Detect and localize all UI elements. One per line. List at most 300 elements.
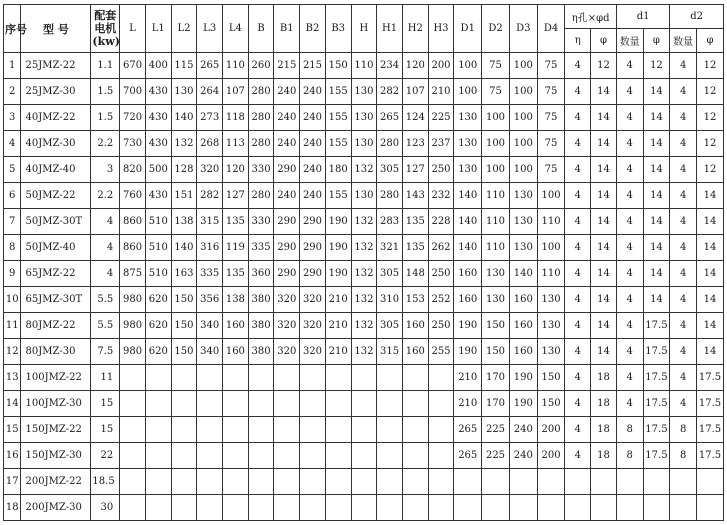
cell-l2: 163	[171, 261, 197, 287]
cell-l2: 150	[171, 287, 197, 313]
cell-holes-count: 4	[565, 365, 591, 391]
cell-d2: 170	[482, 365, 510, 391]
cell-b3	[325, 443, 351, 469]
cell-d2-diameter: 14	[697, 339, 724, 365]
cell-b2: 240	[300, 131, 326, 157]
header-power: 配套电机(kw)	[91, 5, 120, 53]
cell-b1: 290	[274, 235, 300, 261]
cell-model: 50JMZ-40	[21, 235, 91, 261]
cell-d2: 75	[482, 53, 510, 79]
cell-holes-diameter: 14	[591, 235, 617, 261]
cell-d2-diameter: 17.5	[697, 417, 724, 443]
cell-index: 15	[4, 417, 21, 443]
cell-b2	[300, 417, 326, 443]
cell-h: 130	[351, 131, 377, 157]
cell-h3: 252	[428, 287, 454, 313]
cell-holes-count: 4	[565, 53, 591, 79]
cell-l3	[197, 365, 223, 391]
cell-d3: 160	[509, 287, 537, 313]
cell-index: 6	[4, 183, 21, 209]
cell-l3: 268	[197, 131, 223, 157]
header-dim-l1: L1	[145, 5, 171, 53]
cell-model: 50JMZ-30T	[21, 209, 91, 235]
cell-model: 50JMZ-22	[21, 183, 91, 209]
cell-d2: 170	[482, 391, 510, 417]
header-holes-count: η	[565, 29, 591, 53]
cell-power: 1.5	[91, 79, 120, 105]
cell-h3: 262	[428, 235, 454, 261]
cell-l	[120, 391, 146, 417]
cell-l3	[197, 391, 223, 417]
cell-l: 730	[120, 131, 146, 157]
cell-h	[351, 391, 377, 417]
cell-holes-count	[565, 469, 591, 495]
cell-l: 860	[120, 235, 146, 261]
header-dim-b1: B1	[274, 5, 300, 53]
table-row	[4, 209, 724, 235]
cell-b2: 240	[300, 183, 326, 209]
table-row	[4, 391, 724, 417]
cell-d2-diameter: 14	[697, 313, 724, 339]
cell-d2-diameter: 17.5	[697, 365, 724, 391]
cell-d3: 190	[509, 391, 537, 417]
cell-b: 335	[248, 235, 274, 261]
cell-h2: 127	[402, 157, 428, 183]
cell-h1: 282	[377, 79, 403, 105]
cell-model: 40JMZ-30	[21, 131, 91, 157]
header-model: 型 号	[21, 5, 91, 53]
cell-holes-diameter: 18	[591, 417, 617, 443]
cell-b1: 320	[274, 313, 300, 339]
cell-h2	[402, 495, 428, 521]
cell-d4: 75	[537, 79, 565, 105]
cell-d1-count: 4	[616, 131, 643, 157]
cell-d4: 130	[537, 339, 565, 365]
cell-model: 65JMZ-22	[21, 261, 91, 287]
cell-d4: 110	[537, 261, 565, 287]
cell-model: 65JMZ-30T	[21, 287, 91, 313]
cell-h1	[377, 365, 403, 391]
cell-d1: 160	[454, 287, 482, 313]
cell-holes-count: 4	[565, 339, 591, 365]
cell-d1-diameter: 17.5	[643, 443, 670, 469]
cell-d2: 110	[482, 209, 510, 235]
cell-power: 2.2	[91, 183, 120, 209]
cell-l1: 620	[145, 313, 171, 339]
cell-b1: 240	[274, 79, 300, 105]
cell-l1: 430	[145, 105, 171, 131]
cell-l4: 160	[223, 313, 249, 339]
cell-index: 4	[4, 131, 21, 157]
cell-d2-diameter: 14	[697, 287, 724, 313]
cell-h3: 250	[428, 157, 454, 183]
cell-holes-count: 4	[565, 183, 591, 209]
cell-h1	[377, 495, 403, 521]
cell-b	[248, 391, 274, 417]
cell-h: 132	[351, 261, 377, 287]
cell-h2: 160	[402, 313, 428, 339]
cell-b2	[300, 443, 326, 469]
cell-b: 330	[248, 157, 274, 183]
cell-h3: 255	[428, 339, 454, 365]
cell-h1: 305	[377, 157, 403, 183]
cell-h	[351, 495, 377, 521]
cell-b1: 240	[274, 105, 300, 131]
cell-d1-count: 4	[616, 105, 643, 131]
cell-l2	[171, 469, 197, 495]
cell-l4: 119	[223, 235, 249, 261]
cell-b1: 290	[274, 209, 300, 235]
cell-d1: 190	[454, 339, 482, 365]
cell-d2-diameter: 14	[697, 183, 724, 209]
cell-holes-count: 4	[565, 105, 591, 131]
cell-d4: 150	[537, 365, 565, 391]
table-row	[4, 287, 724, 313]
cell-l2	[171, 391, 197, 417]
cell-d2-count: 4	[670, 235, 697, 261]
header-d2-group: d2	[670, 5, 724, 29]
cell-h2: 120	[402, 53, 428, 79]
cell-d2-count: 4	[670, 53, 697, 79]
cell-h	[351, 365, 377, 391]
cell-index: 9	[4, 261, 21, 287]
cell-l4	[223, 495, 249, 521]
cell-l2: 138	[171, 209, 197, 235]
cell-d1-count: 4	[616, 157, 643, 183]
cell-d4: 110	[537, 209, 565, 235]
cell-d2: 100	[482, 157, 510, 183]
cell-b3: 210	[325, 339, 351, 365]
cell-model: 150JMZ-22	[21, 417, 91, 443]
cell-h	[351, 469, 377, 495]
cell-h1	[377, 469, 403, 495]
cell-model: 200JMZ-22	[21, 469, 91, 495]
cell-d2-count: 4	[670, 365, 697, 391]
cell-h2	[402, 443, 428, 469]
cell-h2: 124	[402, 105, 428, 131]
cell-l1: 510	[145, 235, 171, 261]
cell-d2-diameter: 12	[697, 131, 724, 157]
cell-power: 22	[91, 443, 120, 469]
cell-d3: 100	[509, 131, 537, 157]
cell-l2: 151	[171, 183, 197, 209]
cell-l3: 320	[197, 157, 223, 183]
cell-b3	[325, 417, 351, 443]
cell-model: 100JMZ-30	[21, 391, 91, 417]
cell-holes-count: 4	[565, 209, 591, 235]
cell-d4	[537, 469, 565, 495]
cell-holes-diameter: 14	[591, 105, 617, 131]
cell-b3: 210	[325, 287, 351, 313]
cell-l4	[223, 469, 249, 495]
table-row	[4, 417, 724, 443]
cell-l: 700	[120, 79, 146, 105]
cell-l1: 500	[145, 157, 171, 183]
cell-index: 14	[4, 391, 21, 417]
cell-b3: 190	[325, 209, 351, 235]
cell-d1-diameter: 14	[643, 261, 670, 287]
cell-index: 12	[4, 339, 21, 365]
cell-d2-count: 4	[670, 157, 697, 183]
cell-b2: 240	[300, 105, 326, 131]
header-dim-b: B	[248, 5, 274, 53]
cell-b3	[325, 469, 351, 495]
cell-b3	[325, 365, 351, 391]
cell-d2: 100	[482, 131, 510, 157]
cell-index: 18	[4, 495, 21, 521]
cell-h3	[428, 391, 454, 417]
cell-d3: 140	[509, 261, 537, 287]
cell-d2-count: 4	[670, 183, 697, 209]
cell-d2-count: 4	[670, 261, 697, 287]
cell-d1: 210	[454, 391, 482, 417]
table-row	[4, 261, 724, 287]
cell-h3	[428, 469, 454, 495]
cell-h: 132	[351, 313, 377, 339]
cell-h1: 283	[377, 209, 403, 235]
cell-b2: 290	[300, 209, 326, 235]
cell-b1: 240	[274, 183, 300, 209]
cell-d4: 150	[537, 391, 565, 417]
header-d1-count: 数量	[616, 29, 643, 53]
cell-d1: 160	[454, 261, 482, 287]
cell-l1: 620	[145, 339, 171, 365]
cell-d2-count: 4	[670, 105, 697, 131]
cell-power: 1.5	[91, 105, 120, 131]
cell-holes-count: 4	[565, 443, 591, 469]
cell-l2: 115	[171, 53, 197, 79]
cell-l3: 340	[197, 313, 223, 339]
cell-b3: 190	[325, 235, 351, 261]
cell-holes-count: 4	[565, 261, 591, 287]
cell-h1	[377, 391, 403, 417]
cell-l2: 140	[171, 105, 197, 131]
cell-d2-count: 8	[670, 417, 697, 443]
cell-d1-count: 4	[616, 313, 643, 339]
cell-d1: 210	[454, 365, 482, 391]
cell-d1-count: 4	[616, 391, 643, 417]
cell-d1-diameter: 14	[643, 183, 670, 209]
cell-d2-diameter: 12	[697, 157, 724, 183]
cell-l2: 140	[171, 235, 197, 261]
cell-power: 5.5	[91, 313, 120, 339]
cell-b: 330	[248, 209, 274, 235]
cell-d3: 100	[509, 53, 537, 79]
cell-index: 2	[4, 79, 21, 105]
cell-d3: 100	[509, 79, 537, 105]
cell-l1: 430	[145, 183, 171, 209]
cell-b2	[300, 391, 326, 417]
cell-l1: 400	[145, 53, 171, 79]
cell-b3: 155	[325, 79, 351, 105]
cell-index: 10	[4, 287, 21, 313]
cell-d1-count: 8	[616, 417, 643, 443]
cell-l4	[223, 391, 249, 417]
cell-l4	[223, 417, 249, 443]
cell-d1-diameter: 12	[643, 53, 670, 79]
cell-index: 1	[4, 53, 21, 79]
cell-d1-diameter	[643, 495, 670, 521]
cell-h3: 250	[428, 261, 454, 287]
cell-h3	[428, 443, 454, 469]
cell-b: 280	[248, 79, 274, 105]
cell-h1: 280	[377, 131, 403, 157]
cell-b	[248, 469, 274, 495]
cell-l1: 430	[145, 79, 171, 105]
cell-b1	[274, 495, 300, 521]
cell-model: 80JMZ-30	[21, 339, 91, 365]
cell-b2: 290	[300, 261, 326, 287]
cell-d2: 110	[482, 183, 510, 209]
cell-l3: 264	[197, 79, 223, 105]
cell-l1: 510	[145, 261, 171, 287]
cell-h	[351, 417, 377, 443]
table-row	[4, 183, 724, 209]
pump-dimension-table	[3, 4, 724, 521]
cell-h2	[402, 391, 428, 417]
cell-b1: 240	[274, 131, 300, 157]
table-body	[4, 53, 724, 521]
cell-d2-diameter: 14	[697, 209, 724, 235]
cell-l: 875	[120, 261, 146, 287]
cell-h	[351, 443, 377, 469]
cell-holes-count: 4	[565, 79, 591, 105]
cell-b	[248, 417, 274, 443]
cell-h2: 107	[402, 79, 428, 105]
cell-d2-count: 4	[670, 131, 697, 157]
cell-d1-count: 4	[616, 79, 643, 105]
cell-l3	[197, 417, 223, 443]
cell-b1: 320	[274, 339, 300, 365]
cell-l1	[145, 365, 171, 391]
cell-l	[120, 469, 146, 495]
cell-d1-count: 4	[616, 235, 643, 261]
table-row	[4, 157, 724, 183]
cell-index: 16	[4, 443, 21, 469]
cell-index: 17	[4, 469, 21, 495]
cell-h1: 305	[377, 313, 403, 339]
cell-b3	[325, 495, 351, 521]
cell-d2-diameter: 12	[697, 53, 724, 79]
cell-d1: 130	[454, 157, 482, 183]
cell-d3: 240	[509, 417, 537, 443]
cell-l3: 282	[197, 183, 223, 209]
cell-holes-diameter: 18	[591, 391, 617, 417]
table-row	[4, 79, 724, 105]
cell-b3	[325, 391, 351, 417]
cell-l	[120, 365, 146, 391]
cell-d1-diameter: 17.5	[643, 417, 670, 443]
cell-d2-count: 4	[670, 79, 697, 105]
cell-l2	[171, 365, 197, 391]
table-header	[4, 5, 724, 53]
header-dim-h3: H3	[428, 5, 454, 53]
cell-h3: 250	[428, 313, 454, 339]
cell-d3: 160	[509, 313, 537, 339]
cell-d2: 150	[482, 339, 510, 365]
cell-power: 15	[91, 391, 120, 417]
header-dim-d4: D4	[537, 5, 565, 53]
cell-d2-count: 4	[670, 287, 697, 313]
cell-d1-diameter: 14	[643, 235, 670, 261]
cell-l	[120, 417, 146, 443]
cell-b1: 320	[274, 287, 300, 313]
cell-l4: 160	[223, 339, 249, 365]
cell-d2: 130	[482, 261, 510, 287]
cell-power: 2.2	[91, 131, 120, 157]
cell-b3: 210	[325, 313, 351, 339]
cell-l3: 340	[197, 339, 223, 365]
cell-holes-diameter: 14	[591, 131, 617, 157]
cell-l1	[145, 443, 171, 469]
cell-d4: 100	[537, 235, 565, 261]
cell-h: 132	[351, 287, 377, 313]
cell-l: 820	[120, 157, 146, 183]
cell-h1: 305	[377, 261, 403, 287]
cell-d4: 200	[537, 417, 565, 443]
cell-h: 132	[351, 157, 377, 183]
table-row	[4, 495, 724, 521]
cell-l2: 150	[171, 313, 197, 339]
cell-d2-diameter: 12	[697, 105, 724, 131]
cell-d4	[537, 495, 565, 521]
cell-holes-diameter: 14	[591, 79, 617, 105]
table-row	[4, 443, 724, 469]
cell-l2	[171, 417, 197, 443]
cell-power: 15	[91, 417, 120, 443]
cell-h2: 153	[402, 287, 428, 313]
cell-d2-count: 4	[670, 313, 697, 339]
cell-d2-count: 4	[670, 391, 697, 417]
cell-b2: 290	[300, 235, 326, 261]
cell-l1	[145, 391, 171, 417]
cell-d1	[454, 495, 482, 521]
cell-d1-count: 8	[616, 443, 643, 469]
cell-d2: 225	[482, 443, 510, 469]
cell-h1: 234	[377, 53, 403, 79]
cell-d1: 265	[454, 417, 482, 443]
cell-d2: 100	[482, 105, 510, 131]
header-dim-l3: L3	[197, 5, 223, 53]
cell-d1: 100	[454, 79, 482, 105]
cell-d1-count: 4	[616, 209, 643, 235]
cell-d1-count	[616, 469, 643, 495]
cell-l3: 316	[197, 235, 223, 261]
cell-power: 4	[91, 235, 120, 261]
cell-l1: 510	[145, 209, 171, 235]
cell-b: 380	[248, 287, 274, 313]
cell-d1	[454, 469, 482, 495]
cell-h3	[428, 365, 454, 391]
cell-model: 40JMZ-40	[21, 157, 91, 183]
cell-d1-diameter: 14	[643, 131, 670, 157]
table-row	[4, 313, 724, 339]
cell-l: 670	[120, 53, 146, 79]
header-holes-diameter: φ	[591, 29, 617, 53]
table-row	[4, 131, 724, 157]
cell-b2	[300, 469, 326, 495]
cell-index: 3	[4, 105, 21, 131]
header-d2-diameter: φ	[697, 29, 724, 53]
cell-h: 132	[351, 209, 377, 235]
cell-b3: 150	[325, 53, 351, 79]
cell-d2	[482, 469, 510, 495]
cell-d1-count: 4	[616, 339, 643, 365]
cell-b3: 155	[325, 183, 351, 209]
cell-b: 280	[248, 183, 274, 209]
cell-l4: 113	[223, 131, 249, 157]
cell-b: 260	[248, 53, 274, 79]
